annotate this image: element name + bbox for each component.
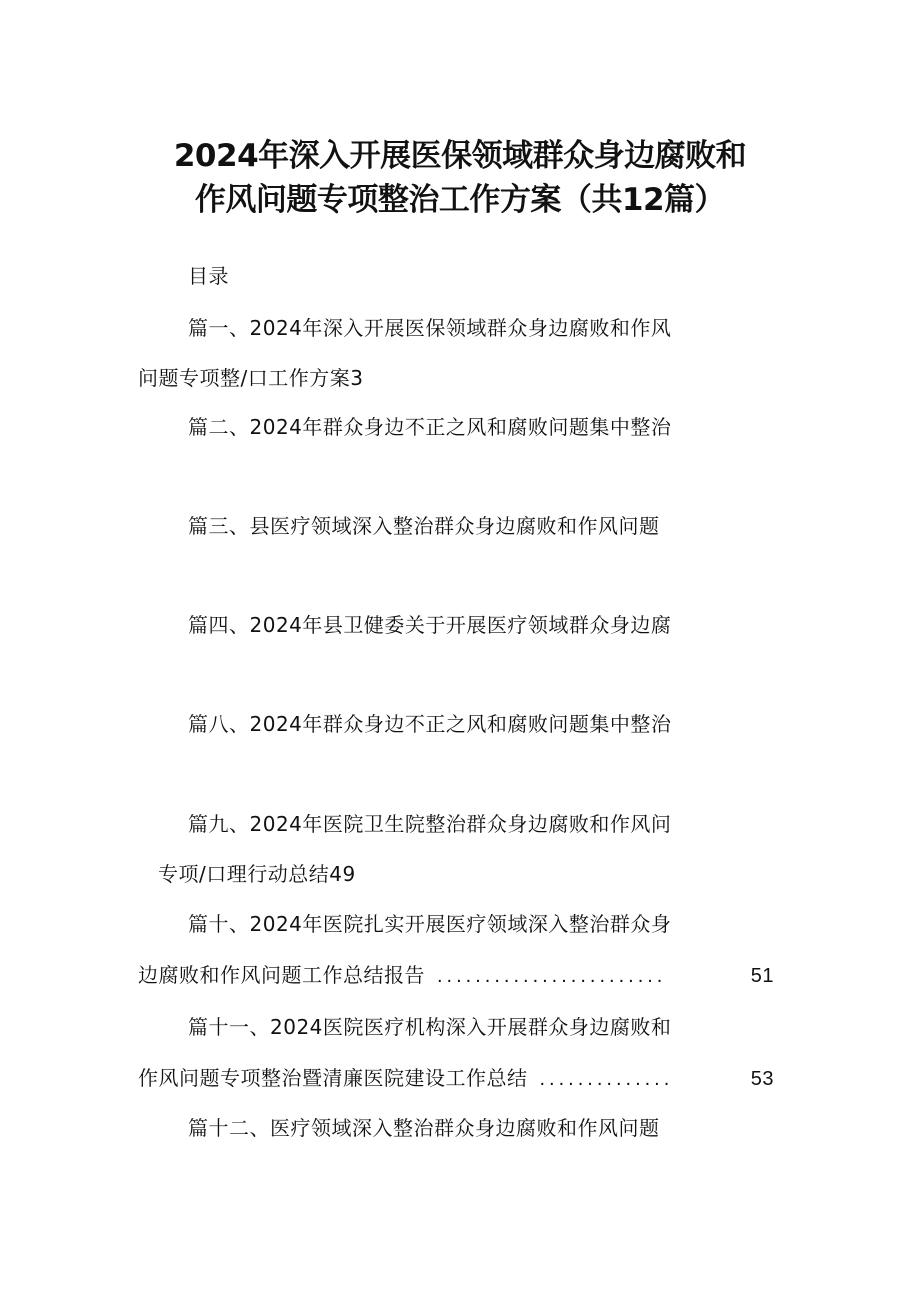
toc-entry-4-line-1: 篇四、2024年县卫健委关于开展医疗领域群众身边腐 xyxy=(188,613,672,637)
toc-leader-dots: .............. xyxy=(539,1068,674,1090)
document-title-line-1: 2024年深入开展医保领域群众身边腐败和 xyxy=(173,138,747,174)
toc-page-number: 51 xyxy=(750,965,774,987)
toc-entry-7-text: 边腐败和作风问题工作总结报告 xyxy=(138,963,425,987)
toc-entry-6-line-2: 专项/口理行动总结49 xyxy=(158,862,356,886)
toc-entry-1-line-2: 问题专项整/口工作方案3 xyxy=(138,366,364,390)
toc-entry-7-line-1: 篇十、2024年医院扎实开展医疗领域深入整治群众身 xyxy=(188,912,672,936)
toc-entry-2-line-1: 篇二、2024年群众身边不正之风和腐败问题集中整治 xyxy=(188,415,672,439)
toc-entry-5-line-1: 篇八、2024年群众身边不正之风和腐败问题集中整治 xyxy=(188,712,672,736)
toc-entry-8-line-2 xyxy=(138,1064,774,1093)
document-title-line-2: 作风问题专项整治工作方案（共12篇） xyxy=(194,182,726,218)
toc-entry-9-line-1: 篇十二、医疗领域深入整治群众身边腐败和作风问题 xyxy=(188,1116,660,1140)
toc-entry-1-line-1: 篇一、2024年深入开展医保领域群众身边腐败和作风 xyxy=(188,316,672,340)
toc-entry-3-line-1: 篇三、县医疗领域深入整治群众身边腐败和作风问题 xyxy=(188,514,660,538)
toc-entry-6-line-1: 篇九、2024年医院卫生院整治群众身边腐败和作风问 xyxy=(188,812,672,836)
toc-heading: 目录 xyxy=(188,264,229,288)
toc-entry-8-text: 作风问题专项整治暨清廉医院建设工作总结 xyxy=(138,1066,528,1090)
toc-page-number: 53 xyxy=(750,1068,774,1090)
toc-entry-8-line-1: 篇十一、2024医院医疗机构深入开展群众身边腐败和 xyxy=(188,1015,672,1039)
toc-leader-dots: ........................ xyxy=(437,965,667,987)
toc-entry-7-line-2 xyxy=(138,961,774,990)
